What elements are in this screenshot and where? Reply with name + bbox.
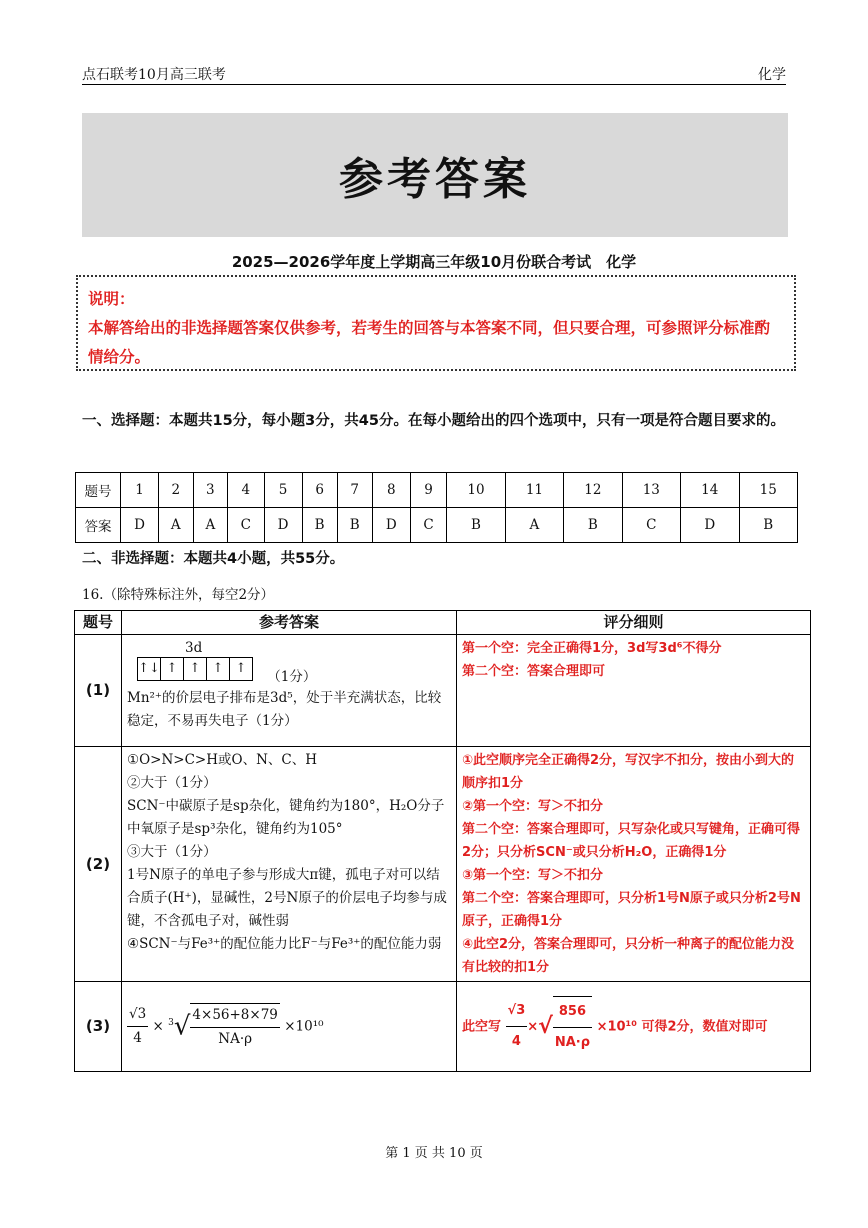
mc-number: 10 [447,473,505,508]
rubric-cell [457,635,811,747]
rubric-line: ④此空2分，答案合理即可，只分析一种离子的配位能力没有比较的扣1分 [462,937,795,975]
radical-sign: √ [538,1013,553,1039]
page-footer: 第 1 页 共 10 页 [385,1146,483,1161]
mc-number: 9 [410,473,446,508]
root-fraction [190,1003,279,1051]
mc-number: 3 [193,473,228,508]
mc-answer: D [681,508,739,543]
mc-number: 15 [739,473,798,508]
mc-answer: B [739,508,798,543]
rubric-line: 第二个空：答案合理即可，只写杂化或只写键角，正确可得2分；只分析SCN⁻或只分析H₂O，正确得1分 [462,822,801,860]
mc-answer: B [337,508,372,543]
row-label: 答案 [76,508,121,543]
frac-denominator: NA·ρ [554,1034,591,1050]
col-header-no: 题号 [75,611,122,635]
note-label: 说明： [88,290,135,308]
mc-number: 5 [264,473,302,508]
rubric-line: ①此空顺序完全正确得2分，写汉字不扣分，按由小到大的顺序扣1分 [462,753,795,791]
rubric-line: 第一个空：完全正确得1分，3d写3d⁶不得分 [462,641,722,656]
rubric-cell: 此空写 $\frac{√3}{4}$ ×√ $\frac{856}{NA\cdot\rho}$ ×10¹⁰ 可得2分，数值对即可 [457,982,811,1072]
note-text: 本解答给出的非选择题答案仅供参考，若考生的回答与本答案不同，但只要合理，可参照评分标准酌情给分。 [88,319,771,366]
page-header [82,62,786,85]
answer-line: SCN⁻中碳原子是sp杂化，键角约为180°，H₂O分子中氧原子是sp³杂化，键角约为105° [127,798,445,837]
rubric-line: 第二个空：答案合理即可 [462,664,606,679]
mc-answer: C [228,508,264,543]
q16-label: 16.（除特殊标注外，每空2分） [82,587,275,603]
orbital-box: ↑ [184,658,207,680]
mc-answer: D [121,508,159,543]
orbital-score: （1分） [267,668,317,685]
mc-answer-row [76,508,798,543]
rubric-cell [457,747,811,982]
mc-answer: A [159,508,194,543]
mc-answer: A [505,508,563,543]
mc-number: 2 [159,473,194,508]
answer-line: 1号N原子的单电子参与形成大π键，孤电子对可以结合质子(H⁺)，显碱性，2号N原子的价层电子均参与成键，不含孤电子对，碱性弱 [127,867,447,929]
answer-line: ③大于（1分） [127,844,217,860]
mc-answer: B [302,508,337,543]
frac-numerator: 856 [553,997,592,1028]
col-header-rubric: 评分细则 [457,611,811,635]
title-banner [82,113,788,237]
header-subject: 化学 [758,67,786,83]
mc-answer-table [75,472,798,543]
mc-number: 4 [228,473,264,508]
rubric-line: ③第一个空：写＞不扣分 [462,868,604,883]
rubric-line: 第二个空：答案合理即可，只分析1号N原子或只分析2号N原子，正确得1分 [462,891,801,929]
mc-number: 12 [564,473,622,508]
mc-answer: A [193,508,228,543]
mc-number-row [76,473,798,508]
answer-cell [122,635,457,747]
banner-title: 参考答案 [339,154,531,205]
row-no: (3) [75,982,122,1072]
power-term: ×10¹⁰ [284,1018,324,1034]
orbital-diagram [137,657,253,681]
mc-answer: C [410,508,446,543]
mc-number: 1 [121,473,159,508]
answer-line: ②大于（1分） [127,775,217,791]
frac-denominator: NA·ρ [218,1030,253,1047]
mc-answer: B [447,508,505,543]
rubric-line: ②第一个空：写＞不扣分 [462,799,604,814]
frac-numerator: √3 [506,996,528,1027]
rubric-suffix: 可得2分，数值对即可 [641,1019,768,1034]
row-no: (2) [75,747,122,982]
q16-row-1 [75,635,811,747]
section-1-heading: 一、选择题：本题共15分，每小题3分，共45分。在每小题给出的四个选项中，只有一项是符合题目要求的。 [82,413,785,429]
rubric-prefix: 此空写 [462,1019,502,1034]
mc-number: 7 [337,473,372,508]
mc-number: 14 [681,473,739,508]
orbital-box: ↑ [207,658,230,680]
orbital-box: ↑ [235,661,247,676]
answer-line: ①O>N>C>H或O、N、C、H [127,752,318,768]
orbital-label: 3d [185,640,203,656]
q16-row-3 [75,982,811,1072]
coefficient-fraction [127,1003,148,1050]
answer-text: Mn²⁺的价层电子排布是3d⁵，处于半充满状态，比较稳定，不易再失电子（1分） [127,690,442,729]
row-label: 题号 [76,473,121,508]
rubric-power: ×10¹⁰ [596,1019,637,1034]
root-index: 3 [168,1017,174,1028]
section-2-heading: 二、非选择题：本题共4小题，共55分。 [82,551,345,567]
frac-denominator: 4 [133,1030,142,1046]
mc-number: 13 [622,473,680,508]
mc-number: 6 [302,473,337,508]
header-exam-name: 点石联考10月高三联考 [82,67,226,83]
exam-subtitle: 2025—2026学年度上学期高三年级10月份联合考试 化学 [231,253,637,271]
radical-sign: √ [173,1011,191,1041]
q16-table [74,610,811,1072]
q16-header-row [75,611,811,635]
times-sign: × [152,1018,164,1034]
answer-line: ④SCN⁻与Fe³⁺的配位能力比F⁻与Fe³⁺的配位能力弱 [127,936,442,952]
mc-answer: D [264,508,302,543]
mc-answer: B [564,508,622,543]
answer-cell [122,747,457,982]
mc-number: 11 [505,473,563,508]
note-box [76,275,796,371]
col-header-answer: 参考答案 [122,611,457,635]
formula-cell [122,982,457,1072]
orbital-box: ↑↓ [138,658,161,680]
mc-answer: C [622,508,680,543]
rubric-coefficient [506,996,528,1057]
q16-row-2 [75,747,811,982]
orbital-box: ↑ [161,658,184,680]
rubric-root-fraction [553,996,592,1058]
frac-numerator: 4×56+8×79 [190,1004,279,1028]
mc-number: 8 [372,473,410,508]
mc-answer: D [372,508,410,543]
frac-denominator: 4 [511,1034,521,1049]
frac-numerator: √3 [127,1003,148,1027]
row-no: (1) [75,635,122,747]
